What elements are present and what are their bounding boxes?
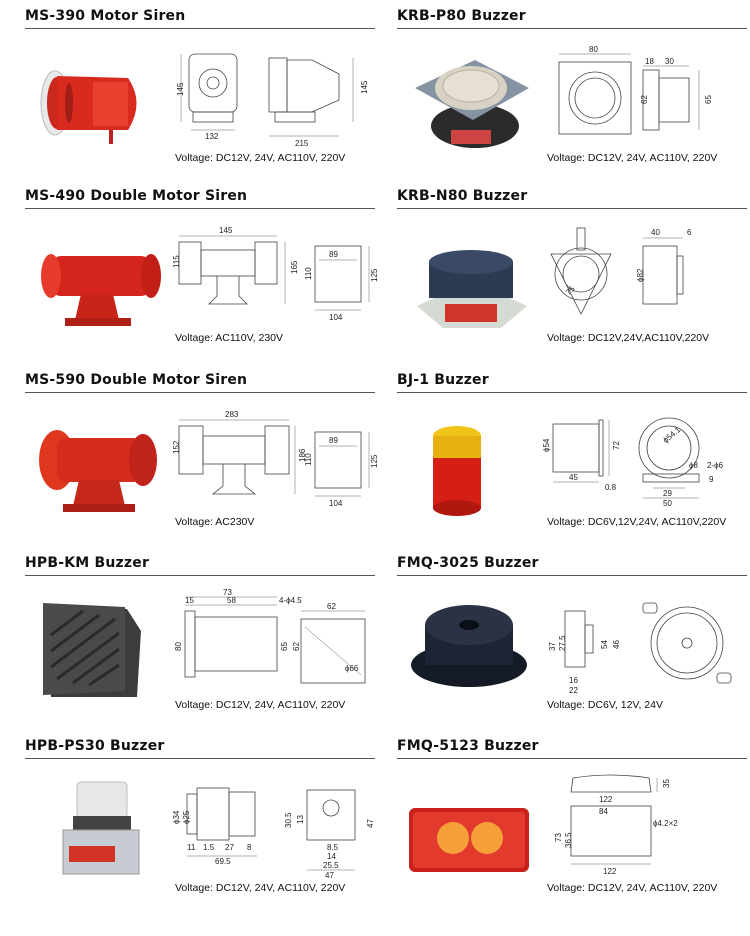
divider <box>397 392 747 393</box>
dim-label: 104 <box>329 313 343 322</box>
krbp80-drawing <box>539 44 747 152</box>
dim-label: 80 <box>589 45 598 54</box>
dim-label: 9 <box>709 475 714 484</box>
divider <box>397 758 747 759</box>
dim-label: 165 <box>290 260 299 274</box>
dim-label: 30.5 <box>284 812 293 828</box>
voltage-label: Voltage: AC230V <box>175 516 255 528</box>
product-title: MS-490 Double Motor Siren <box>25 188 248 204</box>
fmq5123-photo <box>405 778 535 888</box>
hpbkm-drawing <box>167 588 375 699</box>
product-bj1 <box>397 372 747 547</box>
dim-label: ϕ82 <box>636 268 645 282</box>
dim-label: 89 <box>329 250 338 259</box>
dim-label: 283 <box>225 410 239 419</box>
product-title: MS-390 Motor Siren <box>25 8 186 24</box>
dim-label: 47 <box>325 871 334 880</box>
dim-label: 110 <box>304 267 313 280</box>
dim-label: 2-ϕ6 <box>707 461 724 470</box>
dim-label: ϕ8 <box>689 461 698 470</box>
hpbps30-photo <box>33 778 163 888</box>
dim-label: ϕ34 <box>172 810 181 824</box>
dim-label: 40 <box>651 228 660 237</box>
dim-label: ϕ54.1 <box>661 425 683 445</box>
dim-label: ϕ66 <box>345 664 359 673</box>
krbn80-drawing <box>539 224 747 332</box>
dim-label: 122 <box>599 795 613 804</box>
divider <box>25 758 375 759</box>
product-title: KRB-N80 Buzzer <box>397 188 528 204</box>
product-ms590 <box>25 372 379 547</box>
product-fmq5123 <box>397 738 747 913</box>
krbp80-photo <box>405 48 535 158</box>
dim-label: 145 <box>360 80 369 94</box>
dim-label: 89 <box>329 436 338 445</box>
divider <box>25 208 375 209</box>
dim-label: 18 <box>645 57 654 66</box>
dim-label: 145 <box>176 82 185 96</box>
dim-label: 62 <box>640 95 649 104</box>
hpbkm-photo <box>33 595 163 705</box>
dim-label: 132 <box>205 132 219 141</box>
dim-label: 122 <box>603 867 617 876</box>
product-hpbps30 <box>25 738 375 913</box>
voltage-label: Voltage: DC12V, 24V, AC110V, 220V <box>175 152 346 164</box>
dim-label: 27 <box>225 843 234 852</box>
dim-label: 104 <box>329 499 343 508</box>
dim-label: 72 <box>612 441 621 450</box>
dim-label: 45 <box>569 473 578 482</box>
dim-label: 8.5 <box>327 843 339 852</box>
voltage-label: Voltage: DC12V,24V,AC110V,220V <box>547 332 710 344</box>
ms390-photo <box>33 48 163 158</box>
dim-label: 65 <box>704 95 713 104</box>
dim-label: 75 <box>564 284 577 298</box>
dim-label: 1.5 <box>203 843 215 852</box>
dim-label: 115 <box>172 255 181 268</box>
dim-label: ϕ25 <box>182 810 191 824</box>
product-krbn80 <box>397 188 747 363</box>
dim-label: 50 <box>663 499 672 508</box>
divider <box>397 208 747 209</box>
dim-label: 110 <box>304 453 313 466</box>
product-ms490 <box>25 188 379 363</box>
dim-label: 35 <box>662 779 671 788</box>
dim-label: 30 <box>665 57 674 66</box>
dim-label: 15 <box>185 596 194 605</box>
dim-label: ϕ54 <box>542 438 551 452</box>
product-title: HPB-KM Buzzer <box>25 555 150 571</box>
dim-label: 152 <box>172 440 181 454</box>
dim-label: 25.5 <box>323 861 339 870</box>
dim-label: ϕ4.2×2 <box>653 819 678 828</box>
divider <box>397 575 747 576</box>
dim-label: 186 <box>298 448 307 462</box>
product-hpbkm <box>25 555 375 730</box>
bj1-drawing <box>539 408 747 516</box>
dim-label: 73 <box>554 833 563 842</box>
dim-label: 54 <box>600 640 609 649</box>
dim-label: 8 <box>247 843 252 852</box>
dim-label: 65 <box>280 642 289 651</box>
ms590-drawing <box>167 408 379 516</box>
hpbps30-drawing <box>167 774 375 882</box>
dim-label: 14 <box>327 852 336 861</box>
voltage-label: Voltage: DC12V, 24V, AC110V, 220V <box>175 699 346 711</box>
bj1-photo <box>405 412 535 522</box>
product-title: BJ-1 Buzzer <box>397 372 489 388</box>
fmq5123-drawing <box>539 774 747 882</box>
dim-label: 215 <box>295 139 309 148</box>
dim-label: 13 <box>296 815 305 824</box>
divider <box>25 28 375 29</box>
divider <box>397 28 747 29</box>
dim-label: 22 <box>569 686 578 695</box>
product-title: FMQ-3025 Buzzer <box>397 555 539 571</box>
dim-label: 62 <box>327 602 336 611</box>
ms590-photo <box>33 412 163 522</box>
dim-label: 37 <box>548 642 557 651</box>
divider <box>25 392 375 393</box>
ms490-photo <box>33 228 163 338</box>
dim-label: 69.5 <box>215 857 231 866</box>
ms390-drawing <box>167 44 375 152</box>
krbn80-photo <box>405 228 535 338</box>
dim-label: 6 <box>687 228 692 237</box>
fmq3025-photo <box>405 595 535 705</box>
voltage-label: Voltage: DC12V, 24V, AC110V, 220V <box>175 882 346 894</box>
voltage-label: Voltage: DC12V, 24V, AC110V, 220V <box>547 152 718 164</box>
ms490-drawing <box>167 224 379 332</box>
dim-label: 80 <box>174 642 183 651</box>
dim-label: 145 <box>219 226 233 235</box>
product-krbp80 <box>397 8 747 183</box>
dim-label: 58 <box>227 596 236 605</box>
voltage-label: Voltage: DC12V, 24V, AC110V, 220V <box>547 882 718 894</box>
dim-label: 84 <box>599 807 608 816</box>
product-ms390 <box>25 8 375 183</box>
dim-label: 73 <box>223 588 232 597</box>
dim-label: 47 <box>366 819 375 828</box>
fmq3025-drawing <box>539 591 747 699</box>
dim-label: 46 <box>612 640 621 649</box>
product-title: MS-590 Double Motor Siren <box>25 372 248 388</box>
product-title: FMQ-5123 Buzzer <box>397 738 539 754</box>
voltage-label: Voltage: DC6V, 12V, 24V <box>547 699 663 711</box>
dim-label: 62 <box>292 642 301 651</box>
dim-label: 4-ϕ4.5 <box>279 596 302 605</box>
voltage-label: Voltage: DC6V,12V,24V, AC110V,220V <box>547 516 727 528</box>
dim-label: 27.5 <box>558 635 567 651</box>
product-fmq3025 <box>397 555 747 730</box>
voltage-label: Voltage: AC110V, 230V <box>175 332 284 344</box>
product-title: HPB-PS30 Buzzer <box>25 738 165 754</box>
product-title: KRB-P80 Buzzer <box>397 8 526 24</box>
dim-label: 11 <box>187 843 196 852</box>
divider <box>25 575 375 576</box>
dim-label: 125 <box>370 454 379 468</box>
dim-label: 16 <box>569 676 578 685</box>
dim-label: 125 <box>370 268 379 282</box>
dim-label: 0.8 <box>605 483 617 492</box>
dim-label: 36.5 <box>564 832 573 848</box>
dim-label: 29 <box>663 489 672 498</box>
